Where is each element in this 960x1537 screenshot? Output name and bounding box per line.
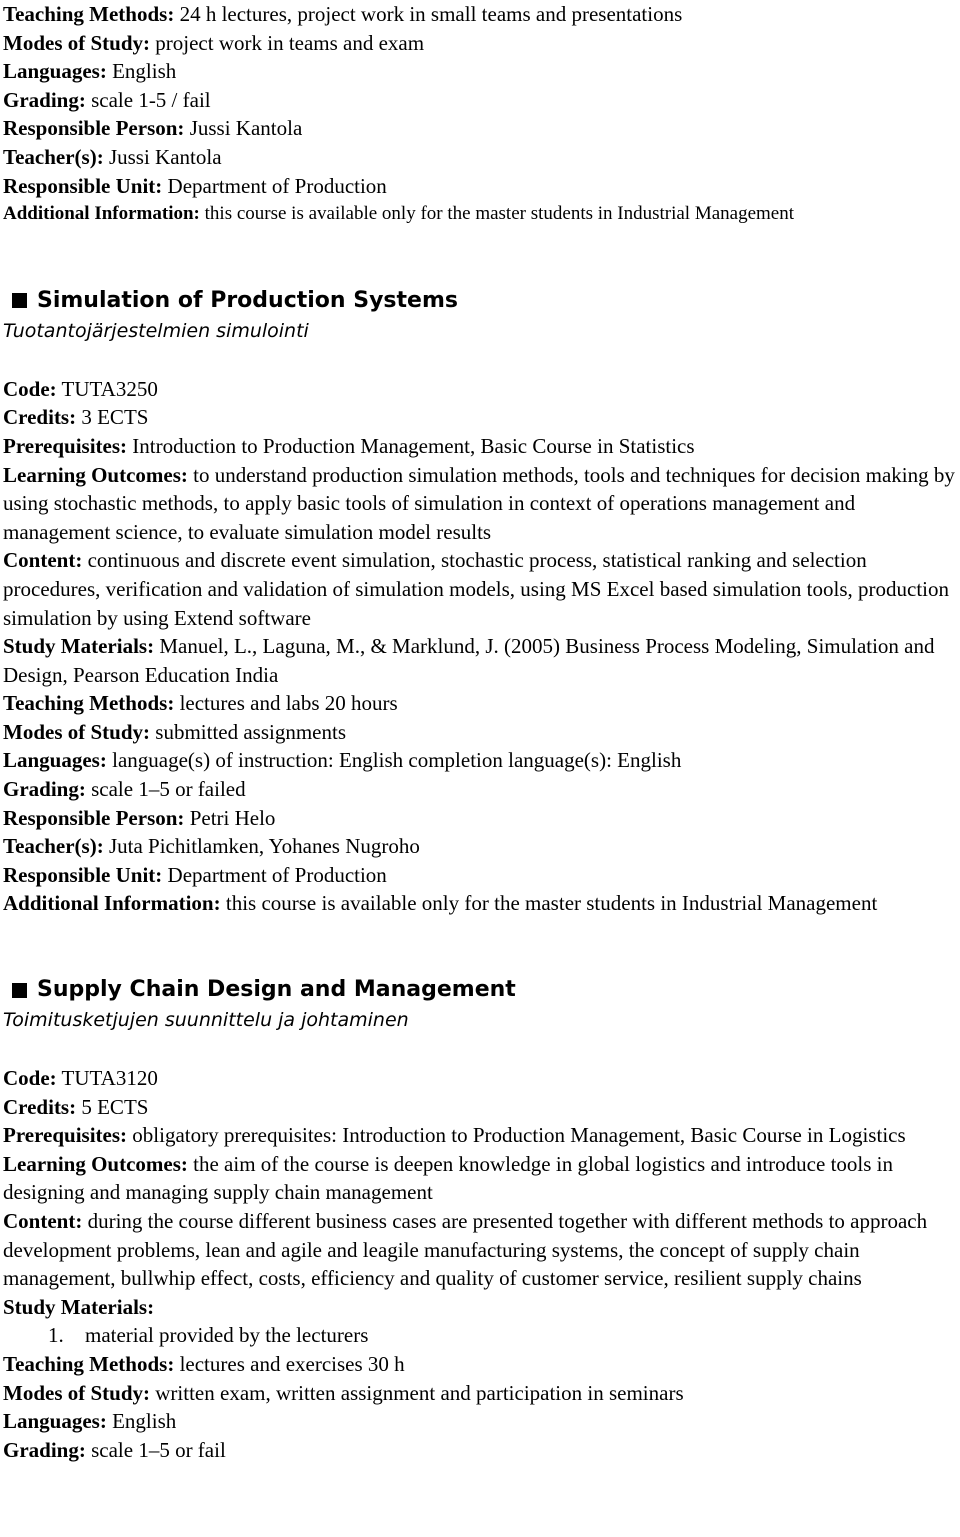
field-content: Content: continuous and discrete event simulation, stochastic process, statistical ranking and selection procedures, verification and validation of simulation models, using MS Excel based simulation tools, production simulation by using Extend software [3, 548, 949, 630]
field-modes-of-study: Modes of Study: submitted assignments [3, 719, 347, 744]
field-code: Code: TUTA3250 [3, 376, 158, 401]
prev-course-fields [3, 0, 960, 229]
field-responsible-unit: Responsible Unit: Department of Production [3, 173, 387, 198]
section-spacer [3, 229, 960, 286]
course-supply-chain [3, 975, 960, 1464]
field-responsible-person: Responsible Person: Jussi Kantola [3, 116, 303, 141]
course-title: Simulation of Production Systems [3, 286, 960, 316]
course-subtitle: Toimitusketjujen suunnittelu ja johtaminen [3, 1009, 409, 1032]
course-title: Supply Chain Design and Management [3, 975, 960, 1005]
field-languages: Languages: language(s) of instruction: English completion language(s): English [3, 748, 682, 773]
course-subtitle: Tuotantojärjestelmien simulointi [3, 319, 309, 342]
field-modes-of-study: Modes of Study: project work in teams and exam [3, 30, 425, 55]
field-credits: Credits: 3 ECTS [3, 405, 149, 430]
field-learning-outcomes: Learning Outcomes: the aim of the course is deepen knowledge in global logistics and introduce tools in designing and managing supply chain management [3, 1151, 893, 1205]
subtitle-spacer [3, 346, 960, 375]
field-learning-outcomes: Learning Outcomes: to understand production simulation methods, tools and techniques for decision making by using stochastic methods, to apply basic tools of simulation in context of operations management and management science, to evaluate simulation model results [3, 462, 955, 544]
square-bullet-icon [12, 983, 27, 998]
field-languages: Languages: English [3, 59, 177, 84]
course-simulation [3, 286, 960, 918]
field-responsible-unit: Responsible Unit: Department of Production [3, 862, 387, 887]
field-additional-information: Additional Information: this course is available only for the master students in Industrial Management [3, 203, 795, 225]
document-page [3, 0, 960, 1464]
field-teaching-methods: Teaching Methods: lectures and exercises 30 h [3, 1351, 405, 1376]
field-teaching-methods: Teaching Methods: 24 h lectures, project work in small teams and presentations [3, 2, 683, 26]
field-prerequisites: Prerequisites: obligatory prerequisites: Introduction to Production Management, Basic Course in Logistics [3, 1123, 906, 1148]
field-teaching-methods: Teaching Methods: lectures and labs 20 hours [3, 691, 398, 716]
list-item: 1. material provided by the lecturers [48, 1323, 369, 1348]
field-responsible-person: Responsible Person: Petri Helo [3, 805, 276, 830]
field-grading: Grading: scale 1-5 / fail [3, 87, 211, 112]
field-credits: Credits: 5 ECTS [3, 1094, 149, 1119]
square-bullet-icon [12, 293, 27, 308]
section-spacer [3, 918, 960, 975]
subtitle-spacer [3, 1035, 960, 1064]
field-languages: Languages: English [3, 1409, 177, 1434]
field-content: Content: during the course different business cases are presented together with different methods to approach development problems, lean and agile and leagile manufacturing systems, the concept of supply chain management, bullwhip effect, costs, efficiency and quality of customer service, resilient supply chains [3, 1209, 928, 1291]
field-code: Code: TUTA3120 [3, 1066, 158, 1091]
field-study-materials: Study Materials: [3, 1294, 155, 1319]
field-modes-of-study: Modes of Study: written exam, written assignment and participation in seminars [3, 1380, 684, 1405]
field-study-materials: Study Materials: Manuel, L., Laguna, M., & Marklund, J. (2005) Business Process Modeling, Simulation and Design, Pearson Education India [3, 634, 935, 687]
field-additional-information: Additional Information: this course is available only for the master students in Industrial Management [3, 891, 878, 916]
field-grading: Grading: scale 1–5 or failed [3, 777, 246, 802]
field-grading: Grading: scale 1–5 or fail [3, 1437, 226, 1462]
field-prerequisites: Prerequisites: Introduction to Production Management, Basic Course in Statistics [3, 433, 695, 458]
field-teachers: Teacher(s): Jussi Kantola [3, 144, 222, 169]
field-teachers: Teacher(s): Juta Pichitlamken, Yohanes Nugroho [3, 834, 420, 859]
